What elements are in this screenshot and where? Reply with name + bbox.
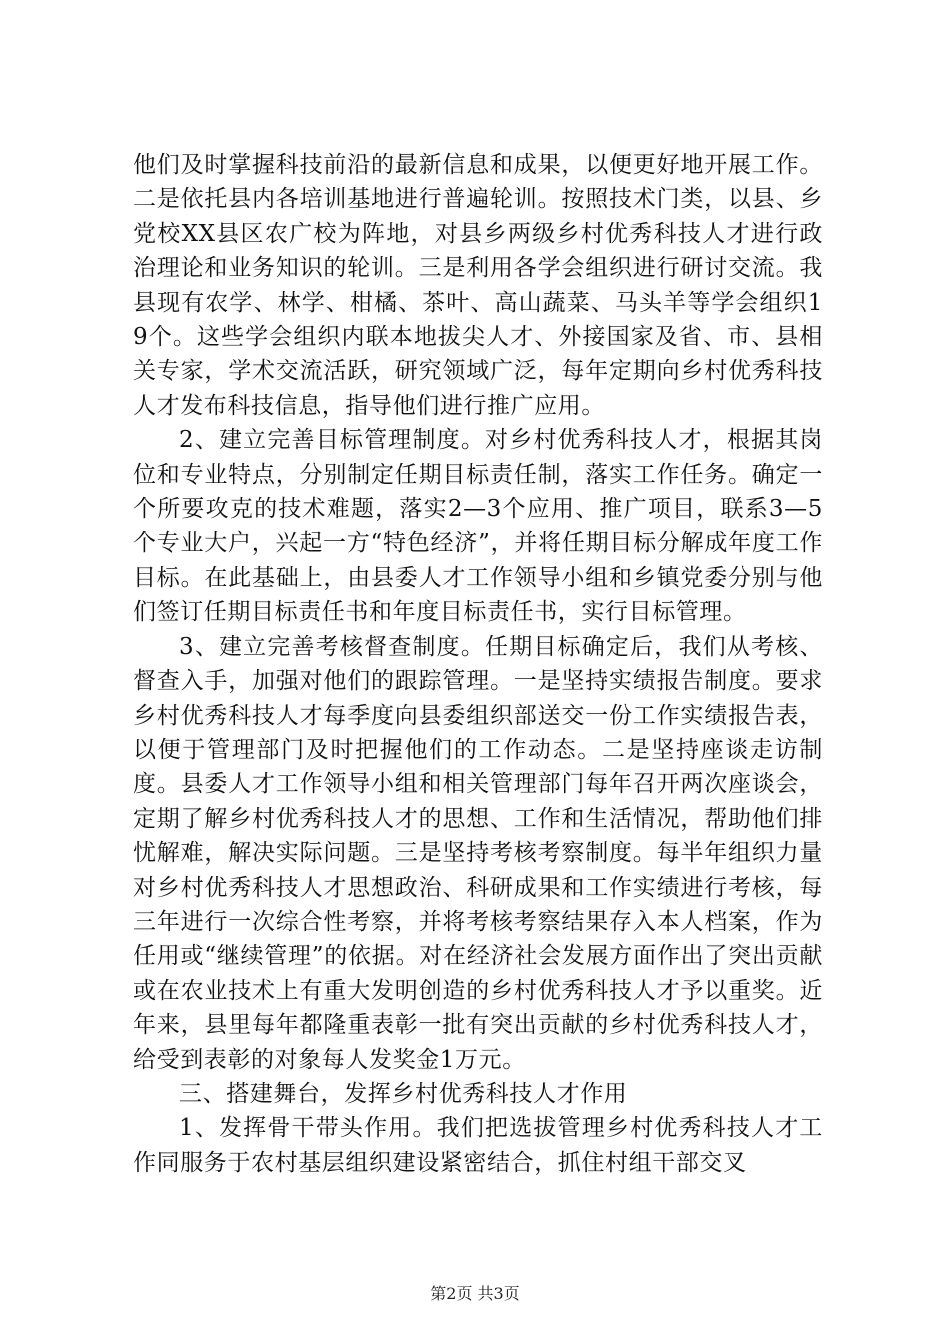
page-footer: 第2页 共3页 (430, 1284, 520, 1303)
document-body (133, 148, 823, 1180)
body-paragraph-2: 2、建立完善目标管理制度。对乡村优秀科技人才，根据其岗位和专业特点，分别制定任期目标责任制，落实工作任务。确定一个所要攻克的技术难题，落实2—3个应用、推广项目，联系3—5个专业大户，兴起一方“特色经济”，并将任期目标分解成年度工作目标。在此基础上，由县委人才工作领导小组和乡镇党委分别与他们签订任期目标责任书和年度目标责任书，实行目标管理。 (133, 427, 823, 626)
body-paragraph-4: 1、发挥骨干带头作用。我们把选拔管理乡村优秀科技人才工作同服务于农村基层组织建设紧密结合，抓住村组干部交叉 (133, 1115, 823, 1176)
body-paragraph-1: 他们及时掌握科技前沿的最新信息和成果，以便更好地开展工作。二是依托县内各培训基地进行普遍轮训。按照技术门类，以县、乡党校XX县区农广校为阵地，对县乡两级乡村优秀科技人才进行政治理论和业务知识的轮训。三是利用各学会组织进行研讨交流。我县现有农学、林学、柑橘、茶叶、高山蔬菜、马头羊等学会组织19个。这些学会组织内联本地拔尖人才、外接国家及省、市、县相关专家，学术交流活跃，研究领域广泛，每年定期向乡村优秀科技人才发布科技信息，指导他们进行推广应用。 (133, 152, 823, 419)
body-paragraph-3: 3、建立完善考核督查制度。任期目标确定后，我们从考核、督查入手，加强对他们的跟踪管理。一是坚持实绩报告制度。要求乡村优秀科技人才每季度向县委组织部送交一份工作实绩报告表，以便于管理部门及时把握他们的工作动态。二是坚持座谈走访制度。县委人才工作领导小组和相关管理部门每年召开两次座谈会，定期了解乡村优秀科技人才的思想、工作和生活情况，帮助他们排忧解难，解决实际问题。三是坚持考核考察制度。每半年组织力量对乡村优秀科技人才思想政治、科研成果和工作实绩进行考核，每三年进行一次综合性考察，并将考核考察结果存入本人档案，作为任用或“继续管理”的依据。对在经济社会发展方面作出了突出贡献或在农业技术上有重大发明创造的乡村优秀科技人才予以重奖。近年来，县里每年都隆重表彰一批有突出贡献的乡村优秀科技人才，给受到表彰的对象每人发奖金1万元。 (133, 633, 823, 1073)
section-heading: 三、搭建舞台，发挥乡村优秀科技人才作用 (179, 1080, 628, 1107)
